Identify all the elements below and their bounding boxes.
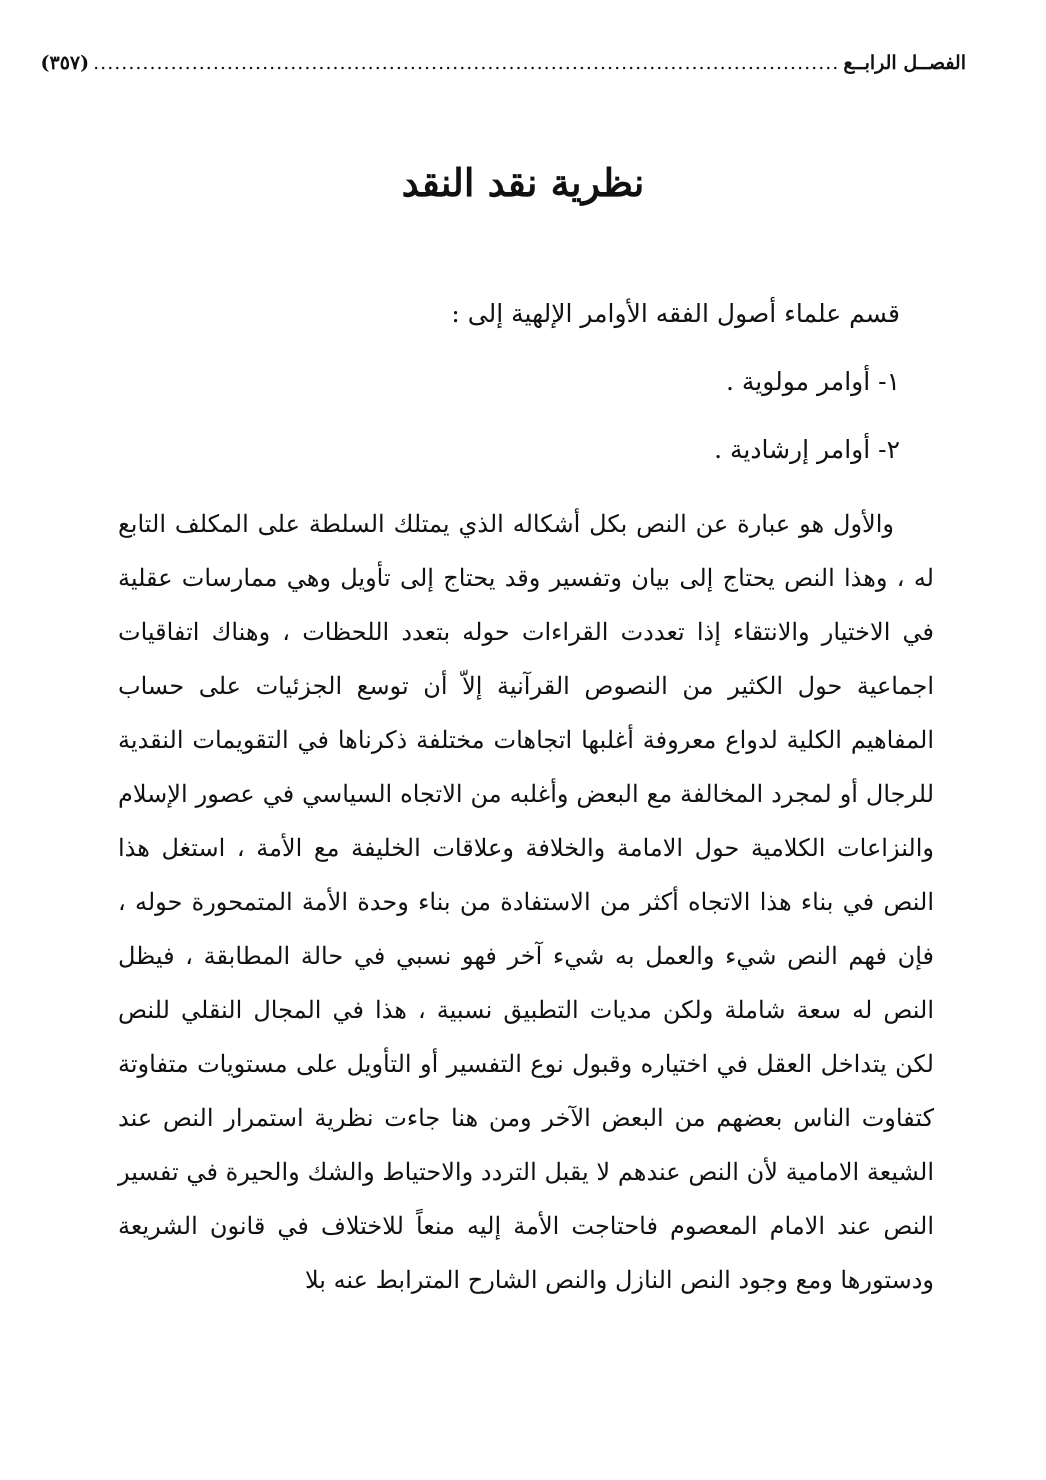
body-paragraph: والأول هو عبارة عن النص بكل أشكاله الذي يمتلك السلطة على المكلف التابع له ، وهذا النص يحتاج إلى بيان وتفسير وقد يحتاج إلى تأويل وهي ممارسات عقلية في الاختيار والانتقاء إذا تعددت القراءات حوله بتعدد اللحظات ، وهناك اتفاقيات اجماعية حول الكثير من النصوص القرآنية إلاّ أن توسع الجزئيات على حساب المفاهيم الكلية لدواع معروفة أغلبها اتجاهات مختلفة ذكرناها في التقويمات النقدية للرجال أو لمجرد المخالفة مع البعض وأغلبه من الاتجاه السياسي في عصور الإسلام والنزاعات الكلامية حول الامامة والخلافة وعلاقات الخليفة مع الأمة ، استغل هذا النص في بناء هذا الاتجاه أكثر من الاستفادة من بناء وحدة الأمة المتمحورة حوله ، فإن فهم النص شيء والعمل به شيء آخر فهو نسبي في حالة المطابقة ، فيظل النص له سعة شاملة ولكن مديات التطبيق نسبية ، هذا في المجال النقلي للنص لكن يتداخل العقل في اختياره وقبول نوع التفسير أو التأويل على مستويات متفاوتة كتفاوت الناس بعضهم من البعض الآخر ومن هنا جاءت نظرية استمرار النص عند الشيعة الامامية لأن النص عندهم لا يقبل التردد والاحتياط والشك والحيرة في تفسير النص عند الامام المعصوم فاحتاجت الأمة إليه منعاً للاختلاف في قانون الشريعة ودستورها ومع وجود النص النازل والنص الشارح المترابط عنه بلا [118, 510, 935, 1294]
section-title: نظرية نقد النقد [401, 160, 645, 205]
intro-block [120, 280, 900, 484]
body-text [118, 497, 934, 1307]
running-header [40, 52, 966, 88]
intro-lead: قسم علماء أصول الفقه الأوامر الإلهية إلى : [451, 299, 900, 328]
list-item: ٢- أوامر إرشادية . [714, 435, 900, 464]
leader-dots: .......................................................................................................... [93, 52, 840, 74]
page-number: (٣٥٧) [40, 52, 90, 74]
chapter-title: الفصــل الرابــع [843, 52, 966, 74]
list-item: ١- أوامر مولوية . [725, 367, 900, 396]
